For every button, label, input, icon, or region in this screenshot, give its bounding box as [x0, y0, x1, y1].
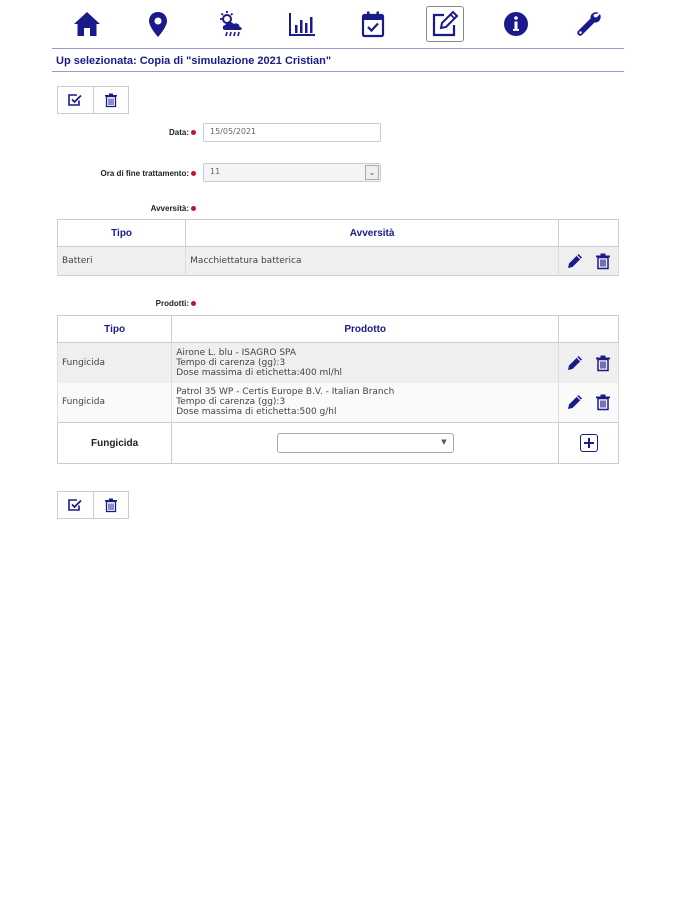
column-header [559, 316, 619, 343]
column-header [559, 220, 619, 247]
end-time-label: Ora di fine trattamento: [40, 169, 196, 178]
top-action-group [57, 86, 129, 114]
save-button[interactable] [58, 492, 93, 518]
pencil-icon[interactable] [566, 354, 584, 372]
nav-edit[interactable] [426, 6, 464, 42]
product-carenza: Tempo di carenza (gg):3 [176, 357, 286, 368]
product-select[interactable] [277, 433, 454, 453]
column-header: Tipo [58, 220, 186, 247]
chevron-down-icon: ▼ [441, 438, 447, 446]
product-name: Airone L. blu - ISAGRO SPA [176, 347, 297, 358]
required-dot [191, 171, 196, 176]
edit-icon [430, 9, 460, 39]
nav-info[interactable] [497, 6, 535, 42]
required-dot [191, 301, 196, 306]
wrench-icon [574, 9, 604, 39]
check-square-icon [67, 92, 83, 108]
column-header: Tipo [58, 316, 172, 343]
chevron-down-icon: ⌄ [365, 165, 379, 180]
product-dose: Dose massima di etichetta:400 ml/hl [176, 367, 343, 378]
products-label: Prodotti: [80, 299, 196, 308]
product-name: Patrol 35 WP - Certis Europe B.V. - Italian Branch [176, 387, 395, 398]
table-row [58, 383, 619, 423]
info-icon [501, 9, 531, 39]
nav-weather[interactable] [212, 6, 250, 42]
end-time-select[interactable]: 11 ⌄ [203, 163, 381, 182]
trash-icon[interactable] [594, 393, 612, 411]
table-row [58, 343, 619, 383]
date-label: Data: [100, 128, 196, 137]
product-dose: Dose massima di etichetta:500 g/hl [176, 407, 337, 418]
pencil-icon[interactable] [566, 252, 584, 270]
trash-icon [103, 497, 119, 513]
nav-home[interactable] [68, 6, 106, 42]
row-product [172, 383, 559, 423]
table-row [58, 247, 619, 276]
add-product-button[interactable] [580, 434, 598, 452]
save-button[interactable] [58, 87, 93, 113]
trash-icon[interactable] [594, 354, 612, 372]
trash-icon[interactable] [594, 252, 612, 270]
home-icon [72, 9, 102, 39]
divider-bottom [52, 71, 624, 72]
row-type: Fungicida [58, 343, 172, 383]
map-marker-icon [143, 9, 173, 39]
row-type: Batteri [58, 247, 186, 276]
product-carenza: Tempo di carenza (gg):3 [176, 397, 286, 408]
selected-up-title: Up selezionata: Copia di "simulazione 2021 Cristian" [56, 55, 332, 67]
nav-location[interactable] [139, 6, 177, 42]
row-product [172, 343, 559, 383]
adversity-table [57, 219, 619, 276]
divider-top [52, 48, 624, 49]
delete-button[interactable] [93, 492, 128, 518]
top-navbar [52, 0, 624, 48]
row-adversity: Macchiettatura batterica [186, 247, 559, 276]
nav-calendar[interactable] [354, 6, 392, 42]
nav-settings[interactable] [570, 6, 608, 42]
row-type: Fungicida [58, 383, 172, 423]
bottom-action-group [57, 491, 129, 519]
delete-button[interactable] [93, 87, 128, 113]
add-product-row [58, 423, 619, 464]
nav-charts[interactable] [283, 6, 321, 42]
products-table [57, 315, 619, 464]
adversity-label: Avversità: [80, 204, 196, 213]
pencil-icon[interactable] [566, 393, 584, 411]
required-dot [191, 130, 196, 135]
required-dot [191, 206, 196, 211]
check-square-icon [67, 497, 83, 513]
weather-icon [216, 9, 246, 39]
date-field[interactable]: 15/05/2021 [203, 123, 381, 142]
column-header: Avversità [186, 220, 559, 247]
trash-icon [103, 92, 119, 108]
calendar-check-icon [358, 9, 388, 39]
column-header: Prodotto [172, 316, 559, 343]
chart-icon [287, 9, 317, 39]
add-row-type: Fungicida [58, 423, 172, 464]
